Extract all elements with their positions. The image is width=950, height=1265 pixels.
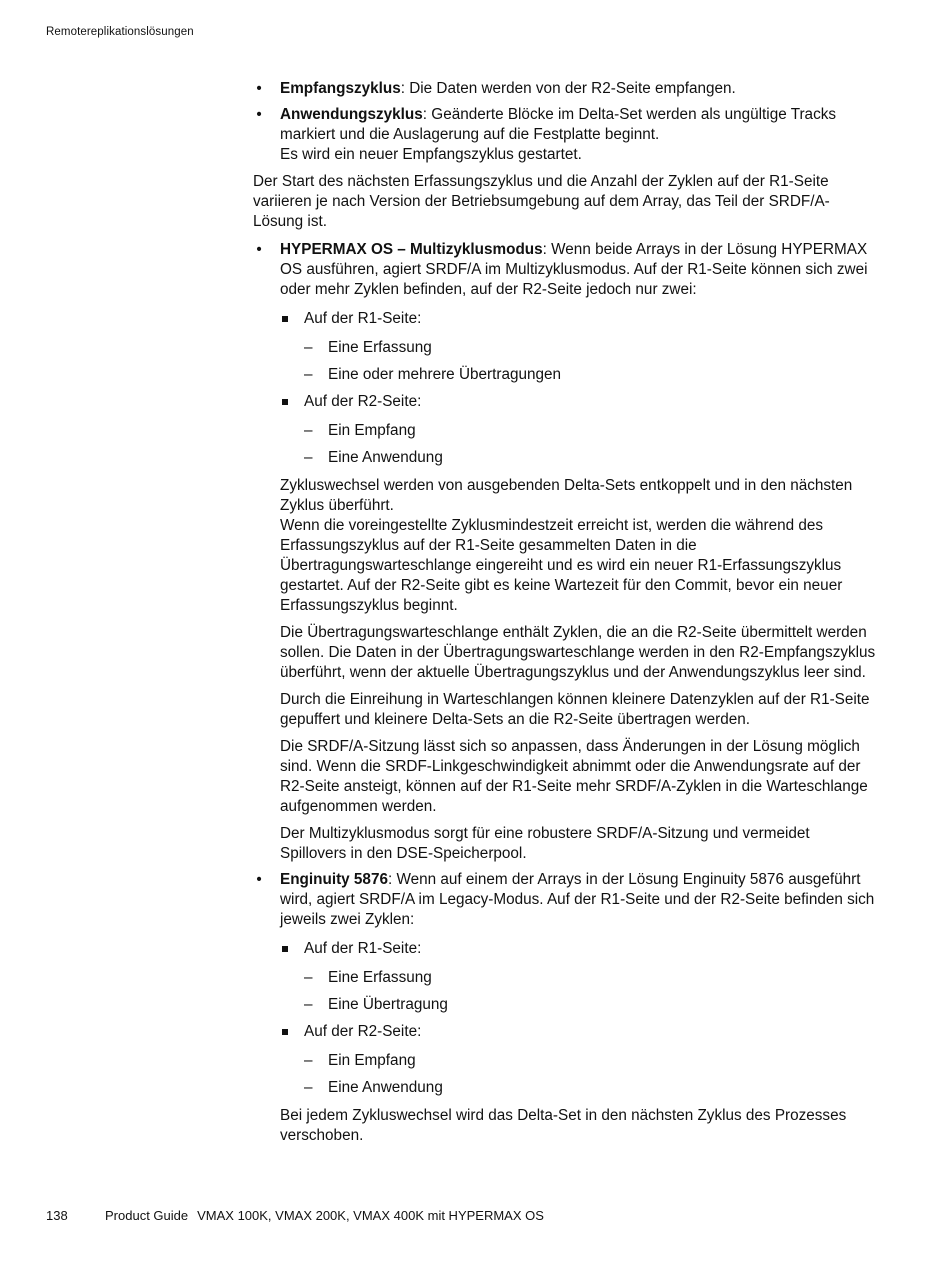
sublist-item-text: Auf der R2-Seite: bbox=[304, 393, 422, 410]
definition: : Die Daten werden von der R2-Seite empfangen. bbox=[400, 80, 736, 97]
subsublist-item bbox=[304, 1078, 878, 1098]
subsublist-item bbox=[304, 365, 878, 385]
paragraph: Der Start des nächsten Erfassungszyklus und die Anzahl der Zyklen auf der R1-Seite variieren je nach Version der Betriebsumgebung auf dem Array, das Teil der SRDF/A-Lösung ist. bbox=[253, 173, 830, 230]
dash-icon: – bbox=[304, 969, 313, 986]
square-bullet-icon bbox=[282, 1029, 288, 1035]
sublist-item-r2 bbox=[280, 1022, 878, 1042]
list-item-anwendungszyklus bbox=[253, 105, 878, 165]
running-footer bbox=[46, 1208, 544, 1223]
term: Empfangszyklus bbox=[280, 80, 401, 97]
definition: : Wenn auf einem der Arrays in der Lösung Enginuity 5876 ausgeführt wird, agiert SRDF/A im Legacy-Modus. Auf der R1-Seite und der R2-Seite befinden sich jeweils zwei Zyklen: bbox=[280, 871, 875, 928]
subsublist-item bbox=[304, 448, 878, 468]
definition: : Wenn beide Arrays in der Lösung HYPERMAX OS ausführen, agiert SRDF/A im Multizyklusmodus. Auf der R1-Seite können sich zwei oder mehr Zyklen befinden, auf der R2-Seite jedoch nur zwei: bbox=[280, 241, 868, 298]
paragraph: Der Multizyklusmodus sorgt für eine robustere SRDF/A-Sitzung und vermeidet Spillovers in den DSE-Speicherpool. bbox=[280, 825, 810, 862]
product-name: VMAX 100K, VMAX 200K, VMAX 400K mit HYPERMAX OS bbox=[197, 1208, 544, 1223]
sublist-item-text: Auf der R2-Seite: bbox=[304, 1023, 422, 1040]
square-bullet-icon bbox=[282, 946, 288, 952]
subsublist-item-text: Eine oder mehrere Übertragungen bbox=[328, 366, 561, 383]
subsublist-item-text: Ein Empfang bbox=[328, 422, 416, 439]
dash-icon: – bbox=[304, 449, 313, 466]
dash-icon: – bbox=[304, 1052, 313, 1069]
list-item-text bbox=[280, 240, 878, 300]
term: Anwendungszyklus bbox=[280, 106, 423, 123]
page-body bbox=[253, 79, 878, 1146]
bullet-icon: • bbox=[256, 241, 262, 258]
term: HYPERMAX OS – Multizyklusmodus bbox=[280, 241, 543, 258]
sublist-item-r1 bbox=[280, 309, 878, 329]
subsublist-item-text: Ein Empfang bbox=[328, 1052, 416, 1069]
subsublist-item bbox=[304, 421, 878, 441]
square-bullet-icon bbox=[282, 399, 288, 405]
definition: : Geänderte Blöcke im Delta-Set werden als ungültige Tracks markiert und die Auslagerung auf die Festplatte beginnt. bbox=[280, 106, 837, 143]
sublist-item-text: Auf der R1-Seite: bbox=[304, 940, 422, 957]
dash-icon: – bbox=[304, 996, 313, 1013]
term: Enginuity 5876 bbox=[280, 871, 388, 888]
sublist-item-r1 bbox=[280, 939, 878, 959]
paragraph: Die SRDF/A-Sitzung lässt sich so anpassen, dass Änderungen in der Lösung möglich sind. Wenn die SRDF-Linkgeschwindigkeit abnimmt oder die Anwendungsrate auf der R2-Seite ansteigt, können auf der R1-Seite mehr SRDF/A-Zyklen in die Warteschlange aufgenommen werden. bbox=[280, 738, 868, 815]
running-header: Remotereplikationslösungen bbox=[46, 26, 194, 38]
subsublist-item-text: Eine Anwendung bbox=[328, 1079, 443, 1096]
square-bullet-icon bbox=[282, 316, 288, 322]
subsublist-item bbox=[304, 995, 878, 1015]
list-item-text bbox=[280, 79, 878, 99]
dash-icon: – bbox=[304, 1079, 313, 1096]
paragraph: Wenn die voreingestellte Zyklusmindestzeit erreicht ist, werden die während des Erfassungszyklus auf der R1-Seite gesammelten Daten in die Übertragungswarteschlange eingereiht und es wird ein neuer R1-Erfassungszyklus gestartet. Auf der R2-Seite gibt es keine Wartezeit für den Commit, bevor ein neuer Erfassungszyklus beginnt. bbox=[280, 517, 843, 614]
dash-icon: – bbox=[304, 422, 313, 439]
page-number: 138 bbox=[46, 1208, 68, 1223]
bullet-icon: • bbox=[256, 871, 262, 888]
subsublist-item-text: Eine Übertragung bbox=[328, 996, 448, 1013]
paragraph: Zykluswechsel werden von ausgebenden Delta-Sets entkoppelt und in den nächsten Zyklus überführt. bbox=[280, 477, 853, 514]
subsublist-item bbox=[304, 1051, 878, 1071]
paragraph: Die Übertragungswarteschlange enthält Zyklen, die an die R2-Seite übermittelt werden sollen. Die Daten in der Übertragungswarteschlange werden in den R2-Empfangszyklus überführt, wenn der aktuelle Übertragungszyklus und der Anwendungszyklus leer sind. bbox=[280, 624, 876, 681]
subsublist-item-text: Eine Erfassung bbox=[328, 339, 432, 356]
list-item-text bbox=[280, 870, 878, 930]
subsublist-item-text: Eine Anwendung bbox=[328, 449, 443, 466]
list-item-continuation: Es wird ein neuer Empfangszyklus gestartet. bbox=[280, 146, 582, 163]
sublist-item-r2 bbox=[280, 392, 878, 412]
dash-icon: – bbox=[304, 366, 313, 383]
list-item-empfangszyklus bbox=[253, 79, 878, 99]
list-item-text bbox=[280, 105, 878, 145]
dash-icon: – bbox=[304, 339, 313, 356]
guide-title: Product Guide bbox=[105, 1208, 189, 1223]
bullet-icon: • bbox=[256, 80, 262, 97]
paragraph: Bei jedem Zykluswechsel wird das Delta-Set in den nächsten Zyklus des Prozesses verschoben. bbox=[280, 1107, 847, 1144]
subsublist-item bbox=[304, 968, 878, 988]
subsublist-item-text: Eine Erfassung bbox=[328, 969, 432, 986]
bullet-icon: • bbox=[256, 106, 262, 123]
list-item-enginuity bbox=[253, 870, 878, 930]
subsublist-item bbox=[304, 338, 878, 358]
paragraph: Durch die Einreihung in Warteschlangen können kleinere Datenzyklen auf der R1-Seite gepuffert und kleinere Delta-Sets an die R2-Seite übertragen werden. bbox=[280, 691, 870, 728]
list-item-hypermax bbox=[253, 240, 878, 300]
sublist-item-text: Auf der R1-Seite: bbox=[304, 310, 422, 327]
